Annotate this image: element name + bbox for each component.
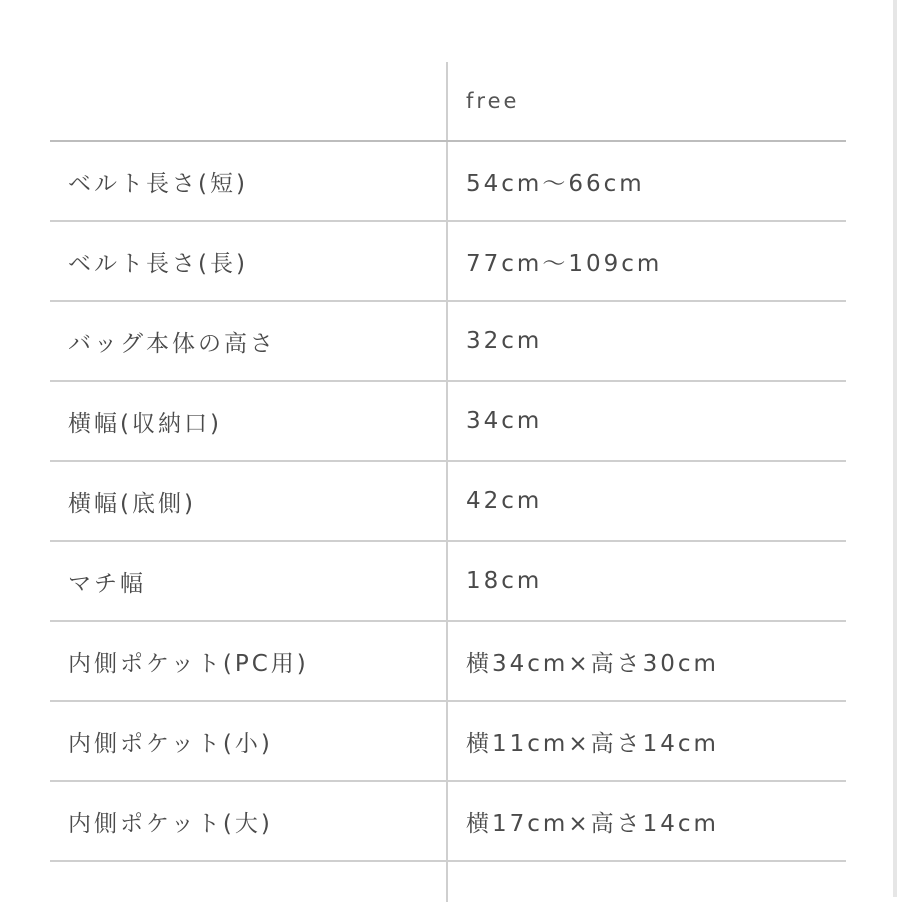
page-edge-divider — [893, 0, 897, 897]
row-value: 34cm — [447, 381, 846, 461]
row-label: 横幅(底側) — [50, 461, 447, 541]
table-row-cut-off — [50, 861, 846, 902]
row-label: ベルト長さ(短) — [50, 141, 447, 221]
row-label: 内側ポケット(小) — [50, 701, 447, 781]
row-value: 54cm〜66cm — [447, 141, 846, 221]
table-row — [50, 221, 846, 301]
table-row — [50, 301, 846, 381]
table-row — [50, 621, 846, 701]
table-row — [50, 781, 846, 861]
row-label: 内側ポケット(大) — [50, 781, 447, 861]
row-label: 横幅(収納口) — [50, 381, 447, 461]
row-value: 横17cm×高さ14cm — [447, 781, 846, 861]
row-value: 18cm — [447, 541, 846, 621]
header-size-free: free — [447, 62, 846, 141]
row-label-cut-off — [50, 861, 447, 902]
row-value: 横11cm×高さ14cm — [447, 701, 846, 781]
row-value: 77cm〜109cm — [447, 221, 846, 301]
row-value: 42cm — [447, 461, 846, 541]
row-value: 横34cm×高さ30cm — [447, 621, 846, 701]
table-row — [50, 381, 846, 461]
table-header-row — [50, 62, 846, 141]
row-label: ベルト長さ(長) — [50, 221, 447, 301]
row-label: 内側ポケット(PC用) — [50, 621, 447, 701]
row-label: バッグ本体の高さ — [50, 301, 447, 381]
header-label-cell — [50, 62, 447, 141]
size-table — [50, 62, 846, 902]
row-label: マチ幅 — [50, 541, 447, 621]
row-value: 32cm — [447, 301, 846, 381]
table-row — [50, 141, 846, 221]
row-value-cut-off — [447, 861, 846, 902]
table-row — [50, 701, 846, 781]
table-row — [50, 541, 846, 621]
table-row — [50, 461, 846, 541]
